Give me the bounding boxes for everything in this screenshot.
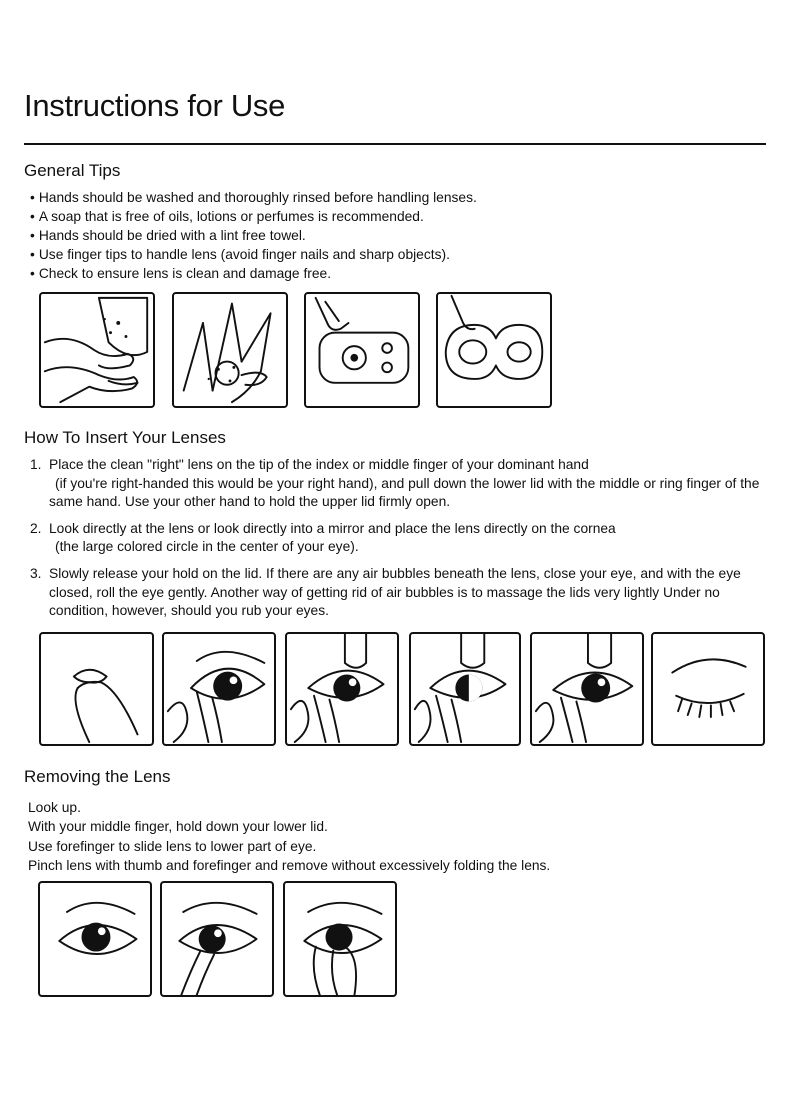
remove-line: With your middle finger, hold down your lower lid. [28, 819, 328, 835]
step-number: 3. [30, 565, 42, 581]
tip-item: • Hands should be washed and thoroughly rinsed before handling lenses. [30, 188, 477, 207]
general-tips-list [30, 188, 477, 283]
insert-heading: How To Insert Your Lenses [24, 428, 226, 447]
lens-on-cornea-illustration [409, 632, 521, 746]
release-lid-illustration [530, 632, 644, 746]
remove-line: Look up. [28, 800, 81, 815]
step-number: 1. [30, 457, 42, 472]
title-divider [24, 143, 766, 145]
lens-case-cleaning-illustration [304, 292, 420, 408]
drying-hands-illustration [172, 292, 288, 408]
page-title: Instructions for Use [24, 88, 286, 123]
lens-case-filling-illustration [436, 292, 552, 408]
tip-item: • Hands should be dried with a lint free towel. [30, 226, 477, 245]
remove-line: Use forefinger to slide lens to lower part of eye. [28, 838, 317, 854]
tip-item: • A soap that is free of oils, lotions or perfumes is recommended. [30, 207, 477, 226]
closed-eye-illustration [651, 632, 765, 746]
step-number: 2. [30, 520, 42, 536]
look-up-eye-illustration [38, 881, 152, 997]
step-text: Look directly at the lens or look directly into a mirror and place the lens directly on the cornea [49, 520, 616, 536]
washing-hands-illustration [39, 292, 155, 408]
tip-item: • Use finger tips to handle lens (avoid finger nails and sharp objects). [30, 245, 477, 264]
pull-lower-lid-illustration [162, 632, 276, 746]
step-text-cont: (the large colored circle in the center of your eye). [55, 539, 359, 555]
remove-heading: Removing the Lens [24, 767, 171, 786]
insert-step [30, 456, 770, 512]
remove-instructions [28, 798, 550, 875]
remove-line: Pinch lens with thumb and forefinger and remove without excessively folding the lens. [28, 857, 551, 873]
tip-item: • Check to ensure lens is clean and damage free. [30, 264, 477, 283]
slide-lens-down-illustration [160, 881, 274, 997]
lens-on-finger-illustration [39, 632, 154, 746]
step-text: Place the clean "right" lens on the tip of the index or middle finger of your dominant hand [49, 457, 589, 472]
step-text: Slowly release your hold on the lid. If there are any air bubbles beneath the lens, close your eye, and with the eye closed, roll the eye gently. Another way of getting rid of air bubbles is to massage the lids very lightly Under no condition, however, should you rub your eyes. [49, 565, 741, 619]
insert-step [30, 565, 770, 621]
pinch-lens-illustration [283, 881, 397, 997]
place-lens-illustration [285, 632, 399, 746]
general-tips-heading: General Tips [24, 161, 121, 180]
insert-step [30, 520, 770, 557]
step-text-cont: (if you're right-handed this would be your right hand), and pull down the lower lid with the middle or ring finger of the same hand. Use your other hand to hold the upper lid firmly open. [49, 475, 760, 510]
insert-steps [30, 456, 770, 629]
